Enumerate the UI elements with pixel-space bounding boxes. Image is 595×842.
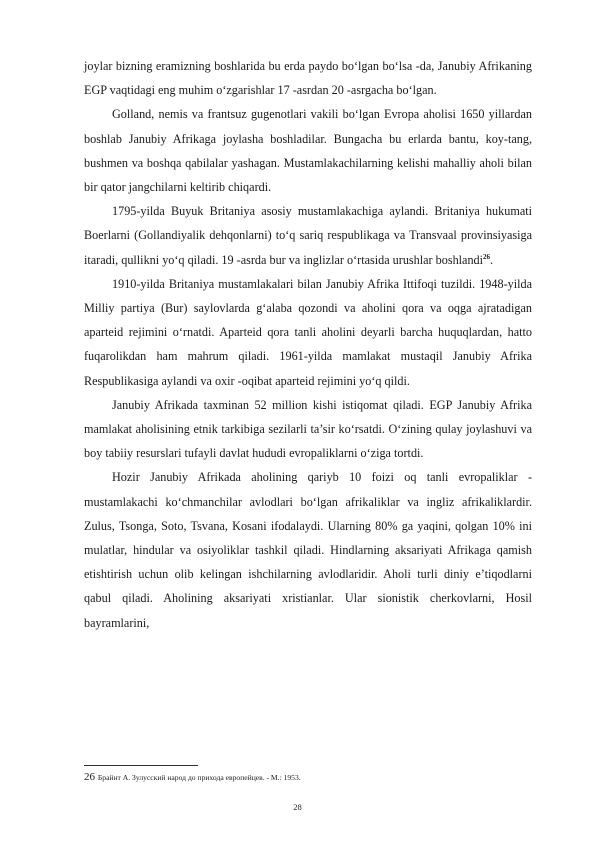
page-number: 28 [293,802,302,812]
footnote-number: 26 [84,771,95,783]
footnote-divider [84,765,198,766]
paragraph-3-text: 1795-yilda Buyuk Britaniya asosiy mustamlakachiga aylandi. Britaniya hukumati Boerlarni (Gollandiyalik dehqonlarni) to‘q sariq respublikaga va Transvaal provinsiyasiga itaradi, qullikni yo‘q qiladi. 19 -asrda bur va inglizlar o‘rtasida urushlar boshlandi [84,204,532,267]
paragraph-4: 1910-yilda Britaniya mustamlakalari bilan Janubiy Afrika Ittifoqi tuzildi. 1948-yilda Milliy partiya (Bur) saylovlarda g‘alaba qozondi va aholini qora va oqga ajratadigan aparteid rejimini o‘rnatdi. Aparteid qora tanli aholini deyarli barcha huquqlardan, hatto fuqarolikdan ham mahrum qiladi. 1961-yilda mamlakat mustaqil Janubiy Afrika Respublikasiga aylandi va oxir -oqibat aparteid rejimini yo‘q qildi. [84,276,532,388]
paragraph-6: Hozir Janubiy Afrikada aholining qariyb 10 foizi oq tanli evropaliklar - mustamlakachi ko‘chmanchilar avlodlari bo‘lgan afrikaliklar va ingliz afrikaliklardir. Zulus, Tsonga, Soto, Tsvana, Kosani ifodalaydi. Ularning 80% ga yaqini, qolgan 10% ini mulatlar, hindular va osiyoliklar tashkil qiladi. Hindlarning aksariyati Afrikaga qamish etishtirish uchun olib kelingan ishchilarning avlodlaridir. Aholi turli diniy e’tiqodlarni qabul qiladi. Aholining aksariyati xristianlar. Ular sionistik cherkovlarni, Hosil bayramlarini, [84,470,532,630]
paragraph-5: Janubiy Afrikada taxminan 52 million kishi istiqomat qiladi. EGP Janubiy Afrika mamlakat aholisining etnik tarkibiga sezilarli ta’sir ko‘rsatdi. O‘zining qulay joylashuvi va boy tabiiy resurslari tufayli davlat hududi evropaliklarni o‘ziga tortdi. [84,397,532,461]
paragraph-3-end: . [490,252,494,267]
paragraph-3 [84,199,532,272]
footnote-reference[interactable]: 26 [483,252,491,261]
paragraph-2: Golland, nemis va frantsuz gugenotlari vakili bo‘lgan Evropa aholisi 1650 yillardan boshlab Janubiy Afrikaga joylasha boshladilar. Bungacha bu erlarda bantu, koy-tang, bushmen va boshqa qabilalar yashagan. Mustamlakachilarning kelishi mahalliy aholi bilan bir qator jangchilarni keltirib chiqardi. [84,107,532,195]
footnote-text: Брайнт А. Зулусский народ до прихода европейцев. - М.: 1953. [97,773,301,782]
footnote [84,771,532,784]
paragraph-1: joylar bizning eramizning boshlarida bu erda paydo bo‘lgan bo‘lsa -da, Janubiy Afrikaning EGP vaqtidagi eng muhim o‘zgarishlar 17 -asrdan 20 -asrgacha bo‘lgan. [84,59,532,98]
body-text [84,54,532,635]
